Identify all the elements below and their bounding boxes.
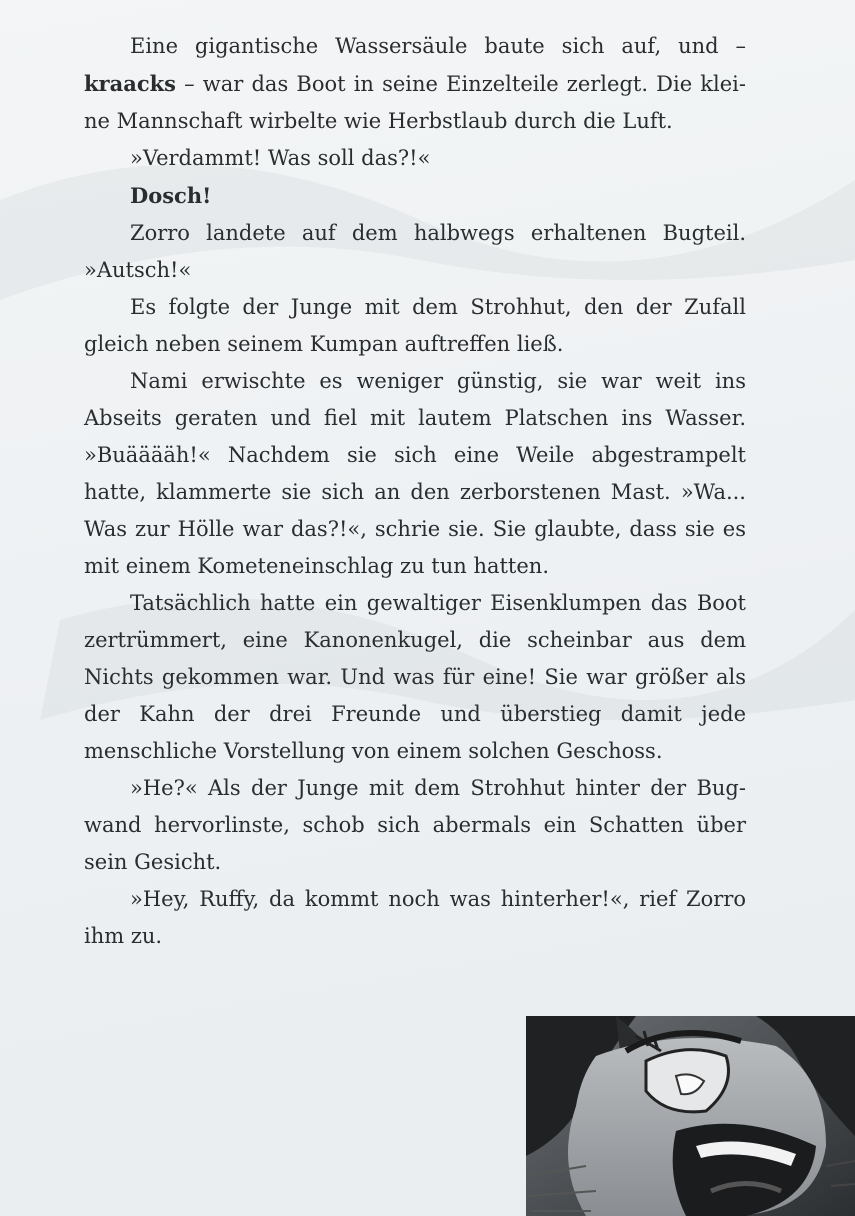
bold-text-segment: kraacks [84, 71, 176, 96]
text-segment: – war das Boot in seine Einzelteile zerlegt. Die kleine Mannschaft wirbelte wie Herbstlaub durch die Luft. [84, 72, 746, 133]
paragraph [84, 28, 746, 140]
paragraph [84, 140, 746, 177]
screaming-character-image [526, 1016, 855, 1216]
text-segment: »Hey, Ruffy, da kommt noch was hinterher!«, rief Zorro ihm zu. [84, 887, 746, 948]
body-text [84, 28, 746, 955]
paragraph [84, 881, 746, 955]
paragraph [84, 289, 746, 363]
paragraph [84, 363, 746, 585]
text-segment: Eine gigantische Wassersäule baute sich auf, und – [130, 34, 746, 58]
paragraph [84, 177, 746, 215]
text-segment: Tatsächlich hatte ein gewaltiger Eisenklumpen das Boot zertrümmert, eine Kanonenkugel, die scheinbar aus dem Nichts gekommen war. Und was für eine! Sie war größer als der Kahn der drei Freunde und überstieg damit jede menschliche Vorstellung von einem solchen Geschoss. [84, 591, 746, 763]
text-segment: Es folgte der Junge mit dem Strohhut, den der Zufall gleich neben seinem Kumpan auftreffen ließ. [84, 295, 746, 356]
text-segment: »He?« Als der Junge mit dem Strohhut hinter der Bugwand hervorlinste, schob sich abermals ein Schatten über sein Gesicht. [84, 776, 746, 874]
paragraph [84, 585, 746, 770]
manga-illustration [526, 1016, 855, 1216]
paragraph [84, 215, 746, 289]
bold-text-segment: Dosch! [130, 183, 212, 208]
text-segment: Zorro landete auf dem halbwegs erhaltenen Bugteil. »Autsch!« [84, 221, 746, 282]
text-segment: »Verdammt! Was soll das?!« [130, 146, 431, 170]
paragraph [84, 770, 746, 881]
text-segment: Nami erwischte es weniger günstig, sie war weit ins Abseits geraten und fiel mit lautem Platschen ins Wasser. »Buääääh!« Nachdem sie sich eine Weile abgestrampelt hatte, klammerte sie sich an den zerborstenen Mast. »Wa... Was zur Hölle war das?!«, schrie sie. Sie glaubte, dass sie es mit einem Kometeneinschlag zu tun hatten. [84, 369, 746, 578]
